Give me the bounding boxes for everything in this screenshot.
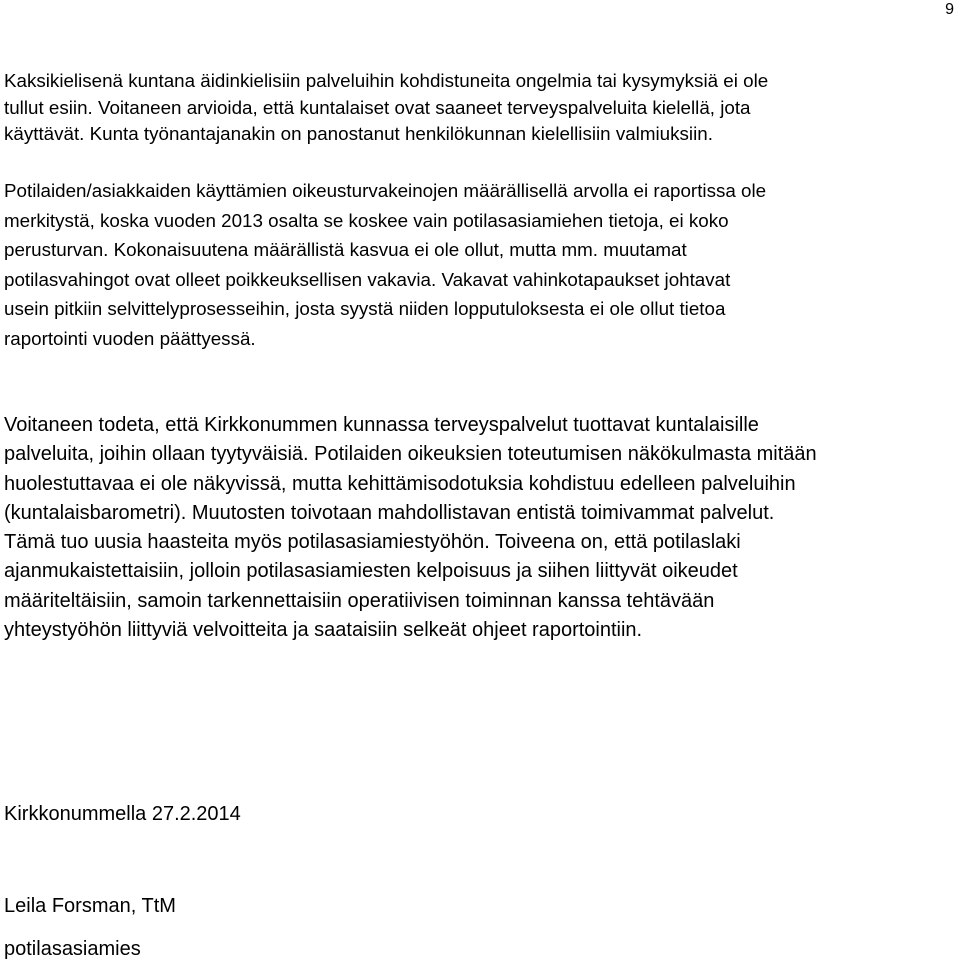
paragraph-language-services <box>4 68 956 148</box>
text-line: käyttävät. Kunta työnantajanakin on panostanut henkilökunnan kielellisiin valmiuksiin. <box>4 123 713 144</box>
text-line: potilasvahingot ovat olleet poikkeuksellisen vakavia. Vakavat vahinkotapaukset johtavat <box>4 268 731 290</box>
place-date: Kirkkonummella 27.2.2014 <box>4 803 241 825</box>
text-line: Voitaneen todeta, että Kirkkonummen kunnassa terveyspalvelut tuottavat kuntalaisille <box>4 414 759 436</box>
signer-title: potilasasiamies <box>4 938 141 960</box>
text-line: ajanmukaistettaisiin, jolloin potilasasiamiesten kelpoisuus ja siihen liittyvät oikeudet <box>4 560 738 583</box>
paragraph-conclusion <box>4 411 956 645</box>
page-number: 9 <box>945 1 954 18</box>
text-line: palveluita, joihin ollaan tyytyväisiä. Potilaiden oikeuksien toteutumisen näkökulmasta mitään <box>4 443 817 466</box>
text-line: merkitystä, koska vuoden 2013 osalta se koskee vain potilasasiamiehen tietoja, ei koko <box>4 209 729 231</box>
text-line: yhteystyöhön liittyviä velvoitteita ja saataisiin selkeät ohjeet raportointiin. <box>4 619 643 642</box>
signer-name: Leila Forsman, TtM <box>4 895 176 917</box>
text-line: määriteltäisiin, samoin tarkennettaisiin operatiivisen toiminnan kanssa tehtävään <box>4 589 715 612</box>
text-line: usein pitkiin selvittelyprosesseihin, josta syystä niiden lopputuloksesta ei ole ollut tietoa <box>4 298 726 319</box>
text-line: (kuntalaisbarometri). Muutosten toivotaan mahdollistavan entistä toimivammat palvelut. <box>4 501 775 524</box>
paragraph-legal-protection <box>4 176 956 353</box>
text-line: Kaksikielisenä kuntana äidinkielisiin palveluihin kohdistuneita ongelmia tai kysymyksiä ei ole <box>4 70 769 91</box>
text-line: tullut esiin. Voitaneen arvioida, että kuntalaiset ovat saaneet terveyspalveluita kielellä, jota <box>4 96 751 118</box>
text-line: huolestuttavaa ei ole näkyvissä, mutta kehittämisodotuksia kohdistuu edelleen palveluihin <box>4 472 796 495</box>
text-line: Potilaiden/asiakkaiden käyttämien oikeusturvakeinojen määrällisellä arvolla ei raportissa ole <box>4 180 767 201</box>
text-line: perusturvan. Kokonaisuutena määrällistä kasvua ei ole ollut, mutta mm. muutamat <box>4 239 687 260</box>
text-line: raportointi vuoden päättyessä. <box>4 327 256 349</box>
text-line: Tämä tuo uusia haasteita myös potilasasiamiestyöhön. Toiveena on, että potilaslaki <box>4 531 741 554</box>
